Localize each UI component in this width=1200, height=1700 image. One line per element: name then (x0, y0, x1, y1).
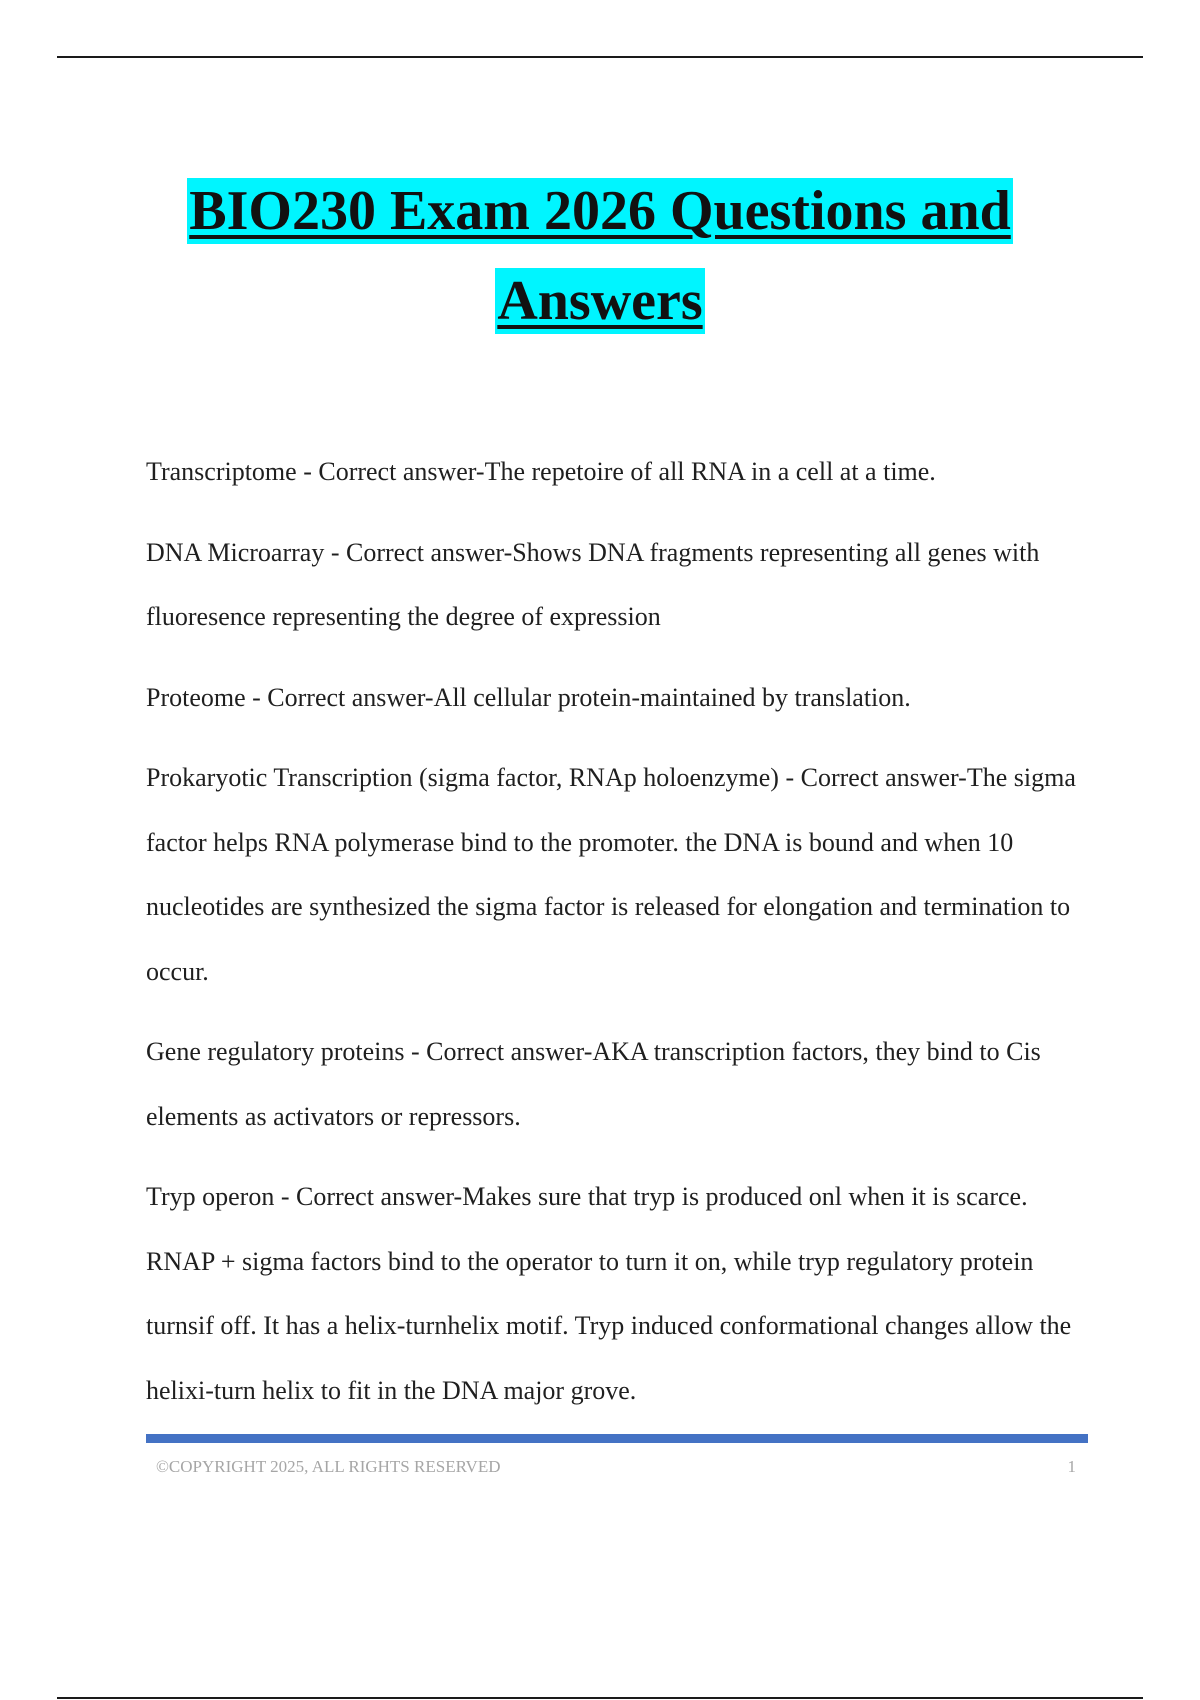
footer-copyright: ©COPYRIGHT 2025, ALL RIGHTS RESERVED (156, 1457, 501, 1476)
document-title (0, 178, 1200, 334)
entry-gene-regulatory-proteins: Gene regulatory proteins - Correct answer-AKA transcription factors, they bind to Cis elements as activators or repressors. (146, 1037, 1041, 1131)
entry-tryp-operon: Tryp operon - Correct answer-Makes sure that tryp is produced onl when it is scarce. RNAP + sigma factors bind to the operator to turn it on, while tryp regulatory protein turnsif off. It has a helix-turnhelix motif. Tryp induced conformational changes allow the helixi-turn helix to fit in the DNA major grove. (146, 1182, 1072, 1405)
entry-transcriptome: Transcriptome - Correct answer-The repetoire of all RNA in a cell at a time. (146, 457, 936, 486)
page-number: 1 (1067, 1457, 1076, 1476)
title-line-1: BIO230 Exam 2026 Questions and (189, 180, 1011, 242)
header-rule (57, 56, 1143, 58)
entry-prokaryotic-transcription: Prokaryotic Transcription (sigma factor, RNAp holoenzyme) - Correct answer-The sigma factor helps RNA polymerase bind to the promoter. the DNA is bound and when 10 nucleotides are synthesized the sigma factor is released for elongation and termination to occur. (146, 763, 1076, 986)
bottom-rule (57, 1697, 1143, 1699)
title-line-2: Answers (497, 270, 703, 332)
document-body (146, 440, 1094, 1439)
entry-dna-microarray: DNA Microarray - Correct answer-Shows DNA fragments representing all genes with fluoresence representing the degree of expression (146, 537, 1040, 631)
footer-bar (146, 1434, 1088, 1443)
entry-proteome: Proteome - Correct answer-All cellular protein-maintained by translation. (146, 682, 911, 712)
